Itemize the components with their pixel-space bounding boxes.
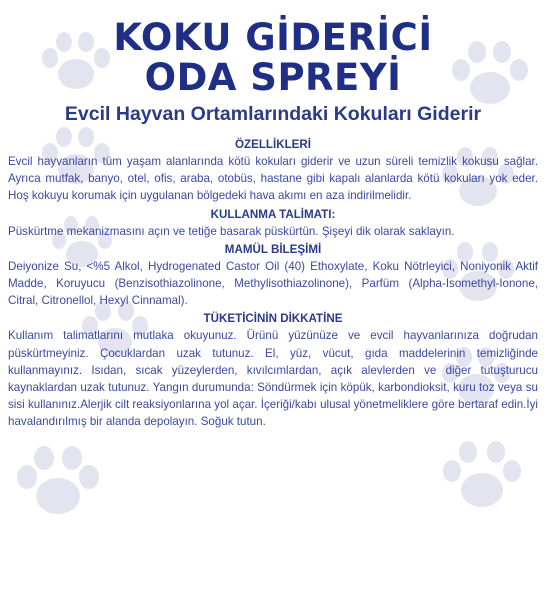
section-heading-ingredients: MAMÜL BİLEŞİMİ [224,242,322,256]
section-body-warnings: Kullanım talimatlarını mutlaka okuyunuz. Ürünü yüzünüze ve evcil hayvanlarınıza doğrudan püskürtmeyiniz. Çocuklardan uzak tutunuz. El, yüz, vücut, gıda maddelerinin temizliğinde kullanmayınız. Isıdan, sıcak yüzeylerden, kıvılcımlardan, açık alevlerden ve diğer tutuşturucu kaynaklardan uzak tutunuz. Yangın durumunda: Söndürmek için köpük, karbondioksit, kuru toz veya su sisi kullanınız.Alerjik cilt reaksiyonlarına yol açar. İçeriği/kabı ulusal yönetmeliklere göre bertaraf edin.İyi havalandırılmış bir alanda depolayın. Soğuk tutun. [8,329,538,429]
section-heading-warnings: TÜKETİCİNİN DİKKATİNE [203,312,343,326]
product-title-line2: ODA SPREYİ [144,56,402,99]
paw-print-icon [15,445,101,521]
section-heading-instructions: KULLANMA TALİMATI: [210,207,336,221]
section-heading-features: ÖZELLİKLERİ [235,138,311,151]
section-body-ingredients: Deiyonize Su, <%5 Alkol, Hydrogenated Castor Oil (40) Ethoxylate, Koku Nötrleyici, Noniyonik Aktif Madde, Koruyucu (Benzisothiazolinone, Methylisothiazolinone), Parfüm (Alpha-Isomethyl-Ionone, Citral, Citronellol, Hexyl Cinnamal). [8,259,538,308]
label-content [8,137,538,431]
section-body-instructions: Püskürtme mekanizmasını açın ve tetiğe basarak püskürtün. Şişeyi dik olarak saklayın. [8,224,455,238]
product-title-line1: KOKU GİDERİCİ [113,16,433,59]
product-subtitle: Evcil Hayvan Ortamlarındaki Kokuları Giderir [64,103,482,125]
section-body-features: Evcil hayvanların tüm yaşam alanlarında kötü kokuları giderir ve uzun süreli temizlik kokusu sağlar. Ayrıca mutfak, banyo, otel, ofis, araba, otobüs, hastane gibi kapalı alanlarda kötü kokuları yok eder. Hoş kokuyu korumak için uygulanan bölgedeki hava akımı en aza indirilmelidir. [8,155,538,203]
paw-print-icon [440,440,524,514]
